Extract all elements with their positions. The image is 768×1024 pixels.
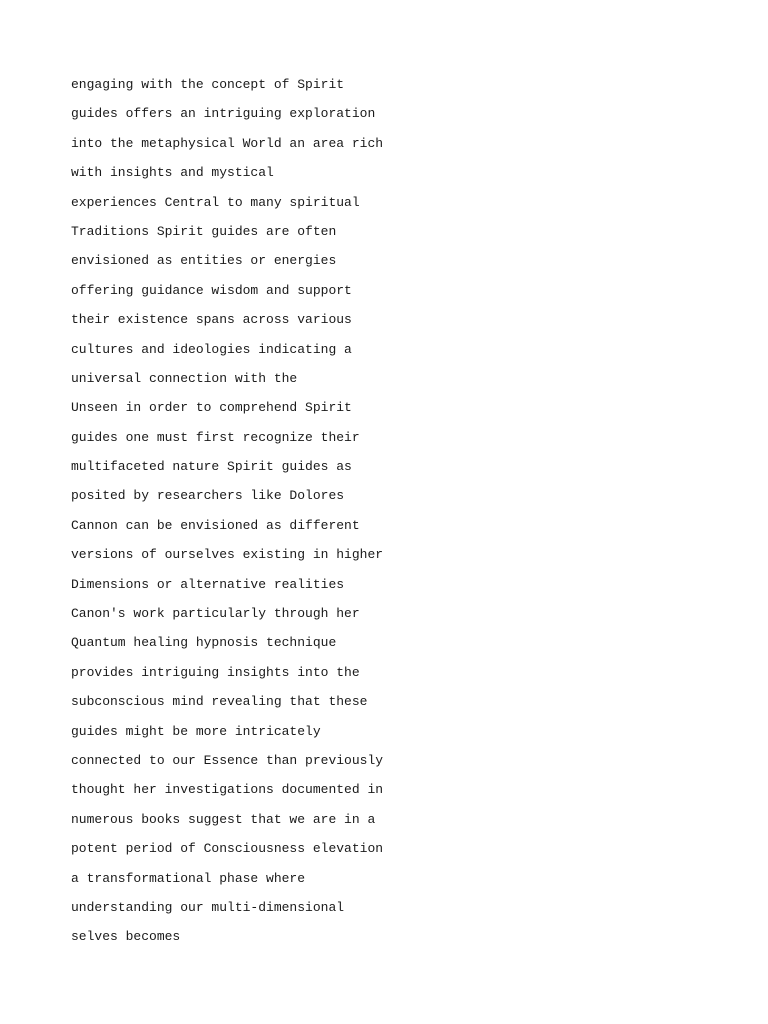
text-line: guides one must first recognize their xyxy=(71,429,360,445)
text-line: selves becomes xyxy=(71,929,181,945)
text-line: Unseen in order to comprehend Spirit xyxy=(71,400,352,416)
text-line: with insights and mystical xyxy=(71,165,274,181)
text-line: numerous books suggest that we are in a xyxy=(71,811,376,827)
text-line: cultures and ideologies indicating a xyxy=(71,341,352,357)
text-line: connected to our Essence than previously xyxy=(71,752,384,768)
body-text xyxy=(71,70,671,952)
text-line: Traditions Spirit guides are often xyxy=(71,223,337,239)
text-line: envisioned as entities or energies xyxy=(71,253,337,269)
text-line: guides might be more intricately xyxy=(71,723,321,739)
text-line: understanding our multi-dimensional xyxy=(71,899,345,915)
text-line: Dimensions or alternative realities xyxy=(71,576,345,592)
text-line: guides offers an intriguing exploration xyxy=(71,106,376,122)
text-line: experiences Central to many spiritual xyxy=(71,194,360,210)
text-line: multifaceted nature Spirit guides as xyxy=(71,459,352,475)
text-line: their existence spans across various xyxy=(71,312,352,328)
text-line: offering guidance wisdom and support xyxy=(71,282,352,298)
text-line: a transformational phase where xyxy=(71,870,306,886)
text-line: into the metaphysical World an area rich xyxy=(71,135,384,151)
text-line: Cannon can be envisioned as different xyxy=(71,517,360,533)
text-line: versions of ourselves existing in higher xyxy=(71,547,384,563)
text-line: posited by researchers like Dolores xyxy=(71,488,345,504)
text-line: thought her investigations documented in xyxy=(71,782,384,798)
text-line: universal connection with the xyxy=(71,370,298,386)
text-line: Quantum healing hypnosis technique xyxy=(71,635,337,651)
text-line: provides intriguing insights into the xyxy=(71,664,360,680)
text-line: engaging with the concept of Spirit xyxy=(71,77,345,92)
text-line: Canon's work particularly through her xyxy=(71,606,360,622)
text-line: potent period of Consciousness elevation xyxy=(71,841,384,857)
text-line: subconscious mind revealing that these xyxy=(71,694,368,710)
